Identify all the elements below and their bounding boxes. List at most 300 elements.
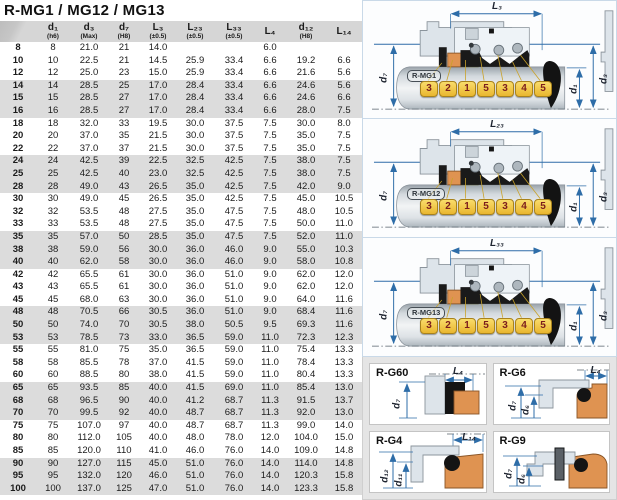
dimension-cell: 11.0 <box>326 218 362 231</box>
row-size: 33 <box>0 218 36 231</box>
dimension-cell: 59.0 <box>214 369 254 382</box>
seal-type-label: R-MG1 <box>407 70 441 82</box>
dimension-cell: 63 <box>108 294 140 307</box>
dimension-cell: 40.0 <box>140 432 176 445</box>
dimension-cell: 6.6 <box>254 67 286 80</box>
dimension-cell: 6.6 <box>254 92 286 105</box>
row-size: 32 <box>0 206 36 219</box>
table-row <box>0 483 362 496</box>
dimension-cell: 46.0 <box>214 256 254 269</box>
dimension-cell: 48 <box>36 306 70 319</box>
dimension-cell: 30.5 <box>140 319 176 332</box>
dimension-cell: 51.0 <box>214 281 254 294</box>
row-size: 20 <box>0 130 36 143</box>
dimension-cell: 25.0 <box>70 67 108 80</box>
dimension-cell: 70.5 <box>70 306 108 319</box>
dimension-cell: 92 <box>108 407 140 420</box>
dimension-cell: 38.0 <box>176 319 214 332</box>
dimension-cell: 7.5 <box>254 130 286 143</box>
dimension-cell: 61 <box>108 281 140 294</box>
dimension-cell: 30.0 <box>140 244 176 257</box>
dimension-label-l14: L₁₄ <box>462 432 476 443</box>
dimension-cell: 53 <box>36 332 70 345</box>
col-header-l3: L₃ (±0.5) <box>140 21 176 42</box>
row-size: 90 <box>0 458 36 471</box>
dimension-cell: 26.5 <box>140 193 176 206</box>
dimension-cell: 46.0 <box>176 445 214 458</box>
table-row <box>0 458 362 471</box>
dimension-cell: 70 <box>36 407 70 420</box>
dimension-cell: 7.5 <box>254 168 286 181</box>
table-row <box>0 193 362 206</box>
dimension-label-d7: d₇ <box>378 310 390 320</box>
dimension-cell: 123.3 <box>286 483 326 496</box>
seat-panel-rg6 <box>493 363 611 425</box>
dimension-cell: 8.0 <box>326 118 362 131</box>
row-size: 48 <box>0 306 36 319</box>
part-balloon: 1 <box>458 318 476 334</box>
dimension-cell: 68.0 <box>70 294 108 307</box>
dimension-cell: 36.5 <box>176 332 214 345</box>
part-balloon: 5 <box>477 81 495 97</box>
table-body <box>0 42 362 495</box>
dimension-cell: 55.0 <box>286 244 326 257</box>
dimension-cell: 90 <box>36 458 70 471</box>
row-size: 58 <box>0 357 36 370</box>
dimension-cell: 12.0 <box>326 269 362 282</box>
dimension-cell: 33.4 <box>214 105 254 118</box>
dimension-cell: 45 <box>36 294 70 307</box>
dimension-cell: 110 <box>108 445 140 458</box>
dimension-cell: 15.8 <box>326 470 362 483</box>
dimension-cell: 12.0 <box>326 281 362 294</box>
dimension-cell: 41.0 <box>140 445 176 458</box>
dimension-cell: 48 <box>108 218 140 231</box>
dimension-cell: 13.7 <box>326 395 362 408</box>
dimension-cell: 47.0 <box>140 483 176 496</box>
dimension-cell: 14.0 <box>254 445 286 458</box>
dimension-cell: 11.0 <box>254 344 286 357</box>
table-row <box>0 92 362 105</box>
dimension-cell: 30.0 <box>140 294 176 307</box>
dimension-cell: 15.0 <box>326 432 362 445</box>
part-balloon: 5 <box>534 81 552 97</box>
dimension-label-d7: d₇ <box>503 469 514 479</box>
col-header-l4: L₄ <box>254 21 286 42</box>
dimension-cell: 33.4 <box>214 55 254 68</box>
dimension-cell: 30.0 <box>140 281 176 294</box>
dimension-cell: 90 <box>108 395 140 408</box>
dimension-cell: 52.0 <box>286 231 326 244</box>
dimension-cell: 40 <box>108 168 140 181</box>
table-row <box>0 118 362 131</box>
dimension-cell: 9.0 <box>254 281 286 294</box>
dimension-cell: 37 <box>108 143 140 156</box>
dimension-cell: 27.5 <box>140 218 176 231</box>
dimension-cell: 69.0 <box>214 382 254 395</box>
dimension-cell: 7.5 <box>254 155 286 168</box>
seal-cross-section-drawing <box>363 119 616 236</box>
dimension-cell: 7.5 <box>326 168 362 181</box>
dimension-cell: 109.0 <box>286 445 326 458</box>
dimension-cell: 10.3 <box>326 244 362 257</box>
dimension-cell: 55 <box>36 344 70 357</box>
dimension-cell: 38.0 <box>140 369 176 382</box>
row-size: 85 <box>0 445 36 458</box>
seat-panel-title: R-G9 <box>499 435 526 447</box>
dimension-cell: 8 <box>36 42 70 55</box>
dimension-cell: 11.3 <box>254 407 286 420</box>
dimension-cell: 28.0 <box>286 105 326 118</box>
col-header-l14: L₁₄ <box>326 21 362 42</box>
dimension-cell: 58 <box>36 357 70 370</box>
dimension-cell: 24.6 <box>286 80 326 93</box>
part-balloon: 3 <box>496 318 514 334</box>
dimension-cell: 27 <box>108 92 140 105</box>
seat-rg9-drawing <box>494 431 611 492</box>
diagram-stack <box>362 0 617 357</box>
dimension-cell: 40 <box>36 256 70 269</box>
dimension-cell: 13.3 <box>326 357 362 370</box>
dimension-cell: 33 <box>36 218 70 231</box>
seat-rg60-drawing <box>370 363 487 424</box>
dimension-cell: 95 <box>36 470 70 483</box>
dimension-label-d12: d₁₂ <box>379 469 391 483</box>
dimension-cell: 85 <box>108 382 140 395</box>
dimension-cell: 7.5 <box>326 105 362 118</box>
dimension-cell: 12 <box>36 67 70 80</box>
dimension-cell: 33 <box>108 118 140 131</box>
table-row <box>0 168 362 181</box>
dimension-cell: 58.0 <box>286 256 326 269</box>
dimension-cell: 104.0 <box>286 432 326 445</box>
seal-type-label: R-MG12 <box>407 188 445 200</box>
table-row <box>0 470 362 483</box>
part-balloon: 1 <box>458 81 476 97</box>
table-row <box>0 319 362 332</box>
dimension-cell: 81.0 <box>70 344 108 357</box>
part-balloon: 5 <box>477 318 495 334</box>
dimension-cell: 105 <box>108 432 140 445</box>
dimension-cell: 14.0 <box>254 483 286 496</box>
dimension-cell: 21.0 <box>70 42 108 55</box>
part-balloon: 3 <box>420 81 438 97</box>
dimension-cell: 7.5 <box>254 118 286 131</box>
dimension-cell: 13.3 <box>326 369 362 382</box>
dimension-cell: 50 <box>36 319 70 332</box>
dimension-cell: 40.0 <box>140 407 176 420</box>
dimension-cell: 51.0 <box>214 294 254 307</box>
row-size: 43 <box>0 281 36 294</box>
row-size: 95 <box>0 470 36 483</box>
dimension-cell: 51.0 <box>214 269 254 282</box>
dimension-cell: 43 <box>36 281 70 294</box>
dimension-cell: 92.0 <box>286 407 326 420</box>
dimension-label-l4: L₄ <box>452 366 464 377</box>
dimension-cell: 68.4 <box>286 306 326 319</box>
dimension-cell: 125 <box>108 483 140 496</box>
row-size: 28 <box>0 181 36 194</box>
dimension-cell: 10.5 <box>326 193 362 206</box>
dimension-cell: 30.0 <box>176 143 214 156</box>
dimension-cell: 15.8 <box>326 483 362 496</box>
dimension-cell: 65 <box>36 382 70 395</box>
dimension-label-d7: d₇ <box>378 73 390 83</box>
dimension-cell: 6.6 <box>326 55 362 68</box>
dimension-cell: 68.7 <box>214 420 254 433</box>
dimension-label-d7: d₇ <box>378 191 390 201</box>
dimension-cell: 11.6 <box>326 294 362 307</box>
dimension-cell: 38 <box>36 244 70 257</box>
row-size: 50 <box>0 319 36 332</box>
col-header-d7: d₇ (H8) <box>108 21 140 42</box>
dimension-cell: 7.5 <box>254 143 286 156</box>
dimension-cell: 36.0 <box>176 294 214 307</box>
table-row <box>0 155 362 168</box>
table-row <box>0 332 362 345</box>
row-size: 53 <box>0 332 36 345</box>
table-row <box>0 256 362 269</box>
table-row <box>0 67 362 80</box>
dimension-cell: 11.0 <box>254 369 286 382</box>
row-size: 24 <box>0 155 36 168</box>
table-row <box>0 306 362 319</box>
dimension-cell: 35.0 <box>176 206 214 219</box>
table-row <box>0 357 362 370</box>
dimension-cell: 62.0 <box>286 281 326 294</box>
dimension-cell: 59.0 <box>214 344 254 357</box>
dimension-cell: 78 <box>108 357 140 370</box>
dimension-cell: 42.5 <box>214 181 254 194</box>
dimension-cell: 30.0 <box>140 269 176 282</box>
part-balloon: 5 <box>534 318 552 334</box>
dimension-cell: 41.5 <box>176 369 214 382</box>
part-balloon: 2 <box>439 199 457 215</box>
dimension-cell: 37.5 <box>214 130 254 143</box>
row-size: 40 <box>0 256 36 269</box>
dimension-label-d1: d₁ <box>568 202 580 212</box>
col-header-d1: d₁ (h6) <box>36 21 70 42</box>
part-balloon: 4 <box>515 199 533 215</box>
dimension-cell: 48.0 <box>286 206 326 219</box>
dimension-label-d7: d₇ <box>507 401 518 411</box>
dimension-cell: 27.5 <box>140 206 176 219</box>
dimension-cell: 24.6 <box>286 92 326 105</box>
dimension-cell: 22.5 <box>70 55 108 68</box>
dimension-cell: 21 <box>108 42 140 55</box>
table-row <box>0 80 362 93</box>
part-balloon: 4 <box>515 318 533 334</box>
dimension-cell: 30 <box>36 193 70 206</box>
dimension-label-d6: d₆ <box>520 404 531 416</box>
dimension-cell: 51.0 <box>214 306 254 319</box>
dimension-cell: 9.0 <box>254 244 286 257</box>
dimension-cell: 28.4 <box>176 80 214 93</box>
table-row <box>0 42 362 55</box>
part-balloon: 3 <box>420 199 438 215</box>
dimension-label-d1: d₁ <box>568 84 580 94</box>
dimension-cell: 9.0 <box>254 256 286 269</box>
dimension-cell: 28.5 <box>70 80 108 93</box>
dimension-cell: 88.5 <box>70 369 108 382</box>
row-size: 70 <box>0 407 36 420</box>
dimension-cell: 38.0 <box>286 168 326 181</box>
dimension-cell: 37.0 <box>140 357 176 370</box>
dimension-cell: 66 <box>108 306 140 319</box>
dimension-cell: 120.3 <box>286 470 326 483</box>
dimension-cell: 11.0 <box>254 332 286 345</box>
table-header-row <box>0 21 362 42</box>
dimension-cell: 6.0 <box>254 42 286 55</box>
dimension-cell: 107.0 <box>70 420 108 433</box>
dimension-cell: 30.0 <box>176 118 214 131</box>
dimension-cell: 78.0 <box>214 432 254 445</box>
dimension-cell: 59.0 <box>214 357 254 370</box>
dimension-cell: 40.0 <box>140 395 176 408</box>
part-balloon: 3 <box>496 199 514 215</box>
row-size: 16 <box>0 105 36 118</box>
table-row <box>0 281 362 294</box>
dimension-cell: 17.0 <box>140 80 176 93</box>
dimension-cell: 112.0 <box>70 432 108 445</box>
dimension-cell: 35.0 <box>286 143 326 156</box>
dimension-cell: 26.5 <box>140 181 176 194</box>
dimension-cell: 14.8 <box>326 458 362 471</box>
dimension-cell: 47.5 <box>214 218 254 231</box>
dimension-cell: 70 <box>108 319 140 332</box>
dimension-cell: 37.5 <box>214 143 254 156</box>
dimension-cell: 33.4 <box>214 67 254 80</box>
seal-type-label: R-MG13 <box>407 307 445 319</box>
dimension-cell: 59.0 <box>70 244 108 257</box>
dimension-cell: 36.0 <box>176 306 214 319</box>
table-row <box>0 181 362 194</box>
dimension-cell: 99.0 <box>286 420 326 433</box>
dimension-cell: 25 <box>36 168 70 181</box>
dimension-label-d11: d₁₁ <box>393 473 405 487</box>
dimension-cell: 13.0 <box>326 382 362 395</box>
dimension-cell: 56 <box>108 244 140 257</box>
dimension-cell: 42.5 <box>214 168 254 181</box>
dimension-cell: 42.5 <box>70 155 108 168</box>
dimension-cell: 14.0 <box>326 420 362 433</box>
dimension-cell: 61 <box>108 269 140 282</box>
dimension-cell: 25.9 <box>176 55 214 68</box>
dimension-cell: 75 <box>108 344 140 357</box>
dimension-cell: 42.5 <box>214 193 254 206</box>
col-header-l33: L₃₃ (±0.5) <box>214 21 254 42</box>
dimension-cell: 35 <box>108 130 140 143</box>
part-balloon: 5 <box>477 199 495 215</box>
row-size: 30 <box>0 193 36 206</box>
dimension-cell: 36.0 <box>176 281 214 294</box>
dimension-cell: 51.0 <box>176 458 214 471</box>
row-size: 80 <box>0 432 36 445</box>
dimension-cell: 10.8 <box>326 256 362 269</box>
dimension-cell: 45.0 <box>286 193 326 206</box>
dimension-cell: 15 <box>36 92 70 105</box>
dimension-cell: 11.0 <box>326 231 362 244</box>
dimension-cell: 21.6 <box>286 67 326 80</box>
dimension-cell: 85.5 <box>70 357 108 370</box>
dimension-cell: 11.6 <box>326 319 362 332</box>
row-size: 42 <box>0 269 36 282</box>
row-size: 65 <box>0 382 36 395</box>
dimension-cell: 30.5 <box>140 306 176 319</box>
table-row <box>0 218 362 231</box>
row-size: 8 <box>0 42 36 55</box>
dimension-cell: 19.2 <box>286 55 326 68</box>
dimension-cell: 76.0 <box>214 458 254 471</box>
dimension-cell: 120 <box>108 470 140 483</box>
dimension-label-d3: d₃ <box>598 311 610 321</box>
part-balloon: 2 <box>439 318 457 334</box>
dimension-cell: 18 <box>36 118 70 131</box>
dimension-cell: 32 <box>36 206 70 219</box>
dimension-cell: 23 <box>108 67 140 80</box>
dimension-cell: 41.5 <box>176 382 214 395</box>
seat-panel-rg9 <box>493 431 611 493</box>
dimension-cell: 25 <box>108 80 140 93</box>
dimension-cell: 35.0 <box>140 344 176 357</box>
dimension-cell: 11.3 <box>254 420 286 433</box>
dimension-cell: 41.5 <box>176 357 214 370</box>
dimension-cell: 75.4 <box>286 344 326 357</box>
dimension-cell: 28 <box>36 181 70 194</box>
table-row <box>0 105 362 118</box>
dimension-cell: 85.4 <box>286 382 326 395</box>
table-row <box>0 420 362 433</box>
dimension-cell: 59.0 <box>214 332 254 345</box>
dimension-cell: 17.0 <box>140 105 176 118</box>
dimension-cell: 62.0 <box>286 269 326 282</box>
table-row <box>0 382 362 395</box>
dimension-cell: 7.5 <box>326 155 362 168</box>
dimension-cell: 7.5 <box>254 231 286 244</box>
row-size: 35 <box>0 231 36 244</box>
seat-options-grid <box>362 357 617 500</box>
dimension-cell: 78.4 <box>286 357 326 370</box>
dimension-cell: 40.0 <box>140 420 176 433</box>
dimension-cell: 76.0 <box>214 483 254 496</box>
dimension-table <box>0 21 362 495</box>
row-size: 60 <box>0 369 36 382</box>
table-row <box>0 395 362 408</box>
dimension-cell: 48.7 <box>176 420 214 433</box>
dimension-cell: 7.5 <box>254 181 286 194</box>
dimension-cell: 43 <box>108 181 140 194</box>
dimension-cell: 36.0 <box>176 256 214 269</box>
dimension-cell: 42.5 <box>70 168 108 181</box>
dimension-cell: 37.5 <box>214 118 254 131</box>
dimension-cell: 21.5 <box>140 130 176 143</box>
dimension-cell: 51.0 <box>176 483 214 496</box>
dimension-cell: 28.4 <box>176 92 214 105</box>
dimension-cell: 9.0 <box>254 306 286 319</box>
seat-panel-title: R-G4 <box>376 435 403 447</box>
dimension-cell: 36.5 <box>176 344 214 357</box>
dimension-cell: 12.0 <box>254 432 286 445</box>
part-balloon: 2 <box>439 81 457 97</box>
dimension-cell: 47.5 <box>214 206 254 219</box>
dimension-cell: 14.0 <box>254 458 286 471</box>
dimension-cell: 27 <box>108 105 140 118</box>
dimension-cell: 6.6 <box>254 80 286 93</box>
row-size: 45 <box>0 294 36 307</box>
seal-cross-section-drawing <box>363 1 616 118</box>
row-size: 100 <box>0 483 36 496</box>
dimension-cell: 28.5 <box>140 231 176 244</box>
